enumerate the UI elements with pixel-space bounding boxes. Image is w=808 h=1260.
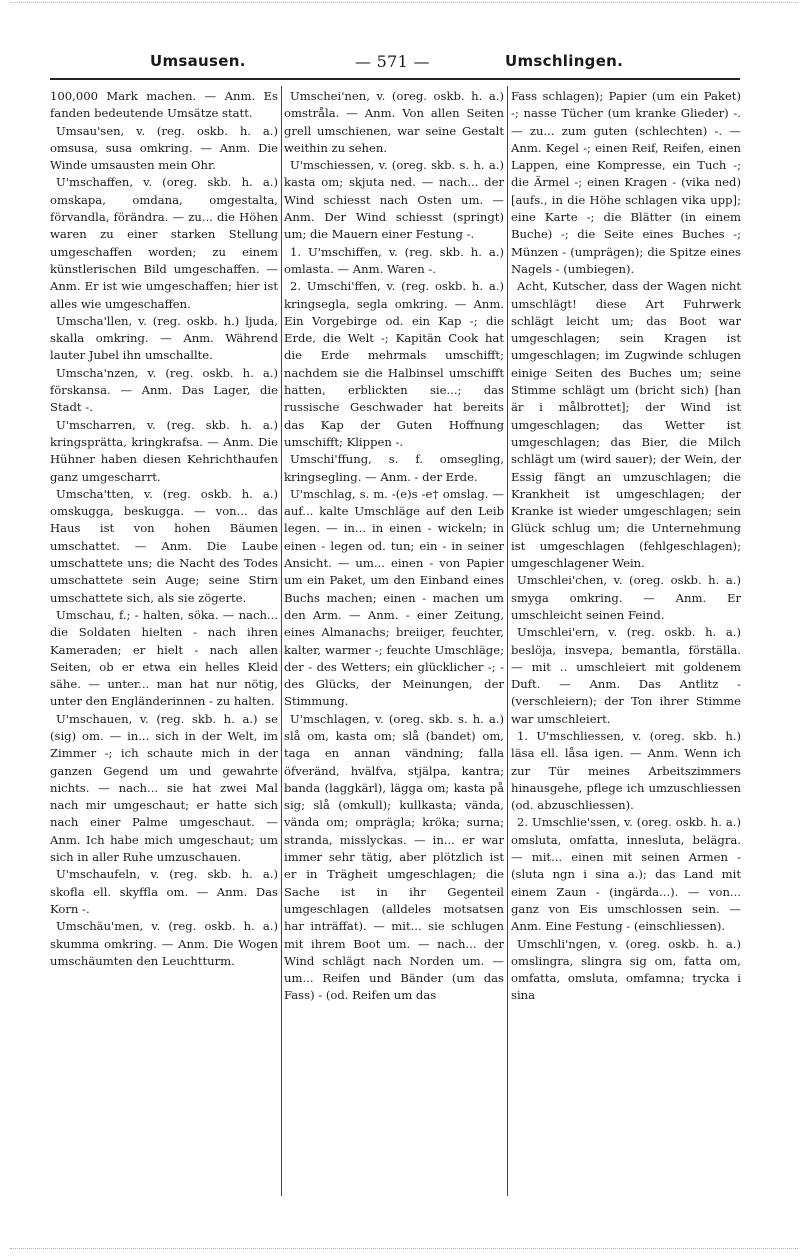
entry: U'mschaffen, v. (oreg. skb. h. a.) omskapa, omdana, omgestalta, förvandla, förändra. — zu... die Höhen waren zu einer starken Stellung umgeschaffen worden; zu einem künstlerischen Bild umgeschaffen. — Anm. Er ist wie umgeschaffen; hier ist alles wie umgeschaffen. [50, 175, 278, 311]
entry: Umsau'sen, v. (reg. oskb. h. a.) omsusa, susa omkring. — Anm. Die Winde umsausten mein Ohr. [50, 123, 278, 173]
entry: Umschei'nen, v. (oreg. oskb. h. a.) omstråla. — Anm. Von allen Seiten grell umschienen, war seine Gestalt weithin zu sehen. [284, 89, 504, 155]
column-2 [284, 88, 504, 1060]
entry: Umscha'tten, v. (reg. oskb. h. a.) omskugga, beskugga. — von... das Haus ist von hohen Bäumen umschattet. — Anm. Die Laube umschattete uns; die Nacht des Todes umschattete sein Auge; seine Stirn umschattete sich, als sie zögerte. [50, 486, 278, 605]
entry: Umschli'ngen, v. (oreg. oskb. h. a.) omslingra, slingra sig om, fatta om, omfatta, omsluta, omfamna; trycka i sina [511, 936, 741, 1003]
column-3 [511, 88, 741, 1060]
entry: Umschlei'ern, v. (reg. oskb. h. a.) beslöja, insvepa, bemantla, förställa. — mit .. umschleiert mit goldenem Duft. — Anm. Das Antlitz - (verschleiern); der Ton ihrer Stimme war umschleiert. [511, 625, 741, 726]
entry: Umschau, f.; - halten, söka. — nach... die Soldaten hielten - nach ihren Kameraden; er hielt - nach allen Seiten, ob er etwa ein helles Kleid sähe. — unter... man hat nur nötig, unter den Engländerinnen - zu halten. [50, 607, 278, 709]
entry: U'mscharren, v. (reg. skb. h. a.) kringsprätta, kringkrafsa. — Anm. Die Hühner haben diesen Kehrichthaufen ganz umgescharrt. [50, 417, 278, 484]
column-divider-2 [507, 86, 508, 1196]
entry: Acht, Kutscher, dass der Wagen nicht umschlägt! diese Art Fuhrwerk schlägt leicht um; das Boot war umgeschlagen; sein Kragen ist umgeschlagen; im Zugwinde schlugen einige Seiten des Buches um; seine Stimme schlägt um (bricht sich) [han är i målbrottet]; der Wind ist umgeschlagen; das Wetter ist umgeschlagen; das Bier, die Milch schlägt um (wird sauer); der Wein, der Essig fängt an umzuschlagen; die Krankheit ist umgeschlagen; der Kranke ist wieder umgeschlagen; sein Glück schlug um; die Unternehmung ist umgeschlagen (fehlgeschlagen); umgeschlagener Wein. [511, 279, 741, 571]
entry: 1. U'mschiffen, v. (reg. skb. h. a.) omlasta. — Anm. Waren -. [284, 244, 504, 276]
entry: 2. Umschlie'ssen, v. (oreg. oskb. h. a.) omsluta, omfatta, innesluta, belägra. — mit... einen mit seinen Armen - (sluta ngn i sina a.); das Land mit einem Zaun - (ingärda...). — von... ganz von Eis umschlossen sein. — Anm. Eine Festung - (einschliessen). [511, 815, 741, 934]
header-right-word: Umschlingen. [505, 52, 624, 70]
header-rule [50, 78, 740, 80]
entry: U'mschlagen, v. (oreg. skb. s. h. a.) slå om, kasta om; slå (bandet) om, taga en annan vändning; falla öfveränd, hvälfva, stjälpa, kantra; banda (laggkärl), lägga om; kasta på sig; slå (omkull); kullkasta; vända, vända om; ompräglа; kröka; surna; stranda, misslyckas. — in... er war immer sehr tätig, aber plötzlich ist er in Trägheit umgeschlagen; die Sache ist in ihr Gegenteil umgeschlagen (alldeles motsatsen har inträffat). — mit... sie schlugen mit ihrem Boot um. — nach... der Wind schlägt nach Norden um. — um... Reifen und Bänder (um das Fass) - (od. Reifen um das [284, 711, 504, 1003]
entry: U'mschaufeln, v. (reg. skb. h. a.) skofla ell. skyffla om. — Anm. Das Korn -. [50, 867, 278, 916]
top-border-line [10, 2, 798, 3]
running-header [50, 48, 740, 78]
entry: 2. Umschi'ffen, v. (reg. oskb. h. a.) kringsegla, segla omkring. — Anm. Ein Vorgebirge od. ein Kap -; die Erde, die Welt -; Kapitän Cook hat die Erde mehrmals umschifft; nachdem sie die Halbinsel umschifft hatten, erblickten sie...; das russische Geschwader hat bereits das Kap der Guten Hoffnung umschifft; Klippen -. [284, 279, 504, 449]
entry: U'mschauen, v. (reg. skb. h. a.) se (sig) om. — in... sich in der Welt, im Zimmer -; ich schaute mich in der ganzen Gegend um und gewahrte nichts. — nach... sie hat zwei Mal nach mir umgeschaut; er hatte sich nach einer Palme umgeschaut. — Anm. Ich habe mich umgeschaut; um sich in aller Ruhe umzuschauen. [50, 711, 278, 865]
entry: Umschlei'chen, v. (oreg. oskb. h. a.) smyga omkring. — Anm. Er umschleicht seinen Feind. [511, 573, 741, 622]
column-1 [50, 88, 278, 1060]
entry: Umscha'llen, v. (reg. oskb. h.) ljuda, skalla omkring. — Anm. Während lauter Jubel ihn umschallte. [50, 313, 278, 363]
page-number: — 571 — [355, 52, 430, 71]
entry: U'mschiessen, v. (oreg. skb. s. h. a.) kasta om; skjuta ned. — nach... der Wind schiesst nach Osten um. — Anm. Der Wind schiesst (springt) um; die Mauern einer Festung -. [284, 158, 504, 242]
column-divider-1 [281, 86, 282, 1196]
entry: Fass schlagen); Papier (um ein Paket) -; nasse Tücher (um kranke Glieder) -. — zu... zum guten (schlechten) -. — Anm. Kegel -; einen Reif, Reifen, einen Lappen, eine Kompresse, ein Tuch -; die Ärmel -; einen Kragen - (vika ned) [aufs., in die Höhe schlagen vika upp]; eine Karte -; die Blätter (in einem Buche) -; die Seite eines Buches -; Münzen - (umprägen); die Spitze eines Nagels - (umbiegen). [511, 89, 741, 276]
entry: Umscha'nzen, v. (reg. oskb. h. a.) förskansa. — Anm. Das Lager, die Stadt -. [50, 365, 278, 415]
entry: Umschäu'men, v. (reg. oskb. h. a.) skumma omkring. — Anm. Die Wogen umschäumten den Leuchtturm. [50, 919, 278, 968]
entry: 100,000 Mark machen. — Anm. Es fanden bedeutende Umsätze statt. [50, 89, 278, 121]
header-left-word: Umsausen. [150, 52, 246, 70]
entry: Umschi'ffung, s. f. omsegling, kringsegling. — Anm. - der Erde. [284, 452, 504, 484]
entry: U'mschlag, s. m. -(e)s -e† omslag. — auf... kalte Umschläge auf den Leib legen. — in... in einen - wickeln; in einen - legen od. tun; ein - in seiner Ansicht. — um... einen - von Papier um ein Paket, um den Einband eines Buchs machen; einen - machen um den Arm. — Anm. - einer Zeitung, eines Almanachs; breiiger, feuchter, kalter, warmer -; feuchte Umschläge; der - des Wetters; ein glücklicher -; - des Glücks, der Meinungen, der Stimmung. [284, 486, 504, 709]
entry: 1. U'mschliessen, v. (oreg. skb. h.) läsa ell. låsa igen. — Anm. Wenn ich zur Tür meines Arbeitszimmers hinausgehe, pflege ich umzuschliessen (od. abzuschliessen). [511, 728, 741, 813]
bottom-border-line [10, 1248, 798, 1249]
